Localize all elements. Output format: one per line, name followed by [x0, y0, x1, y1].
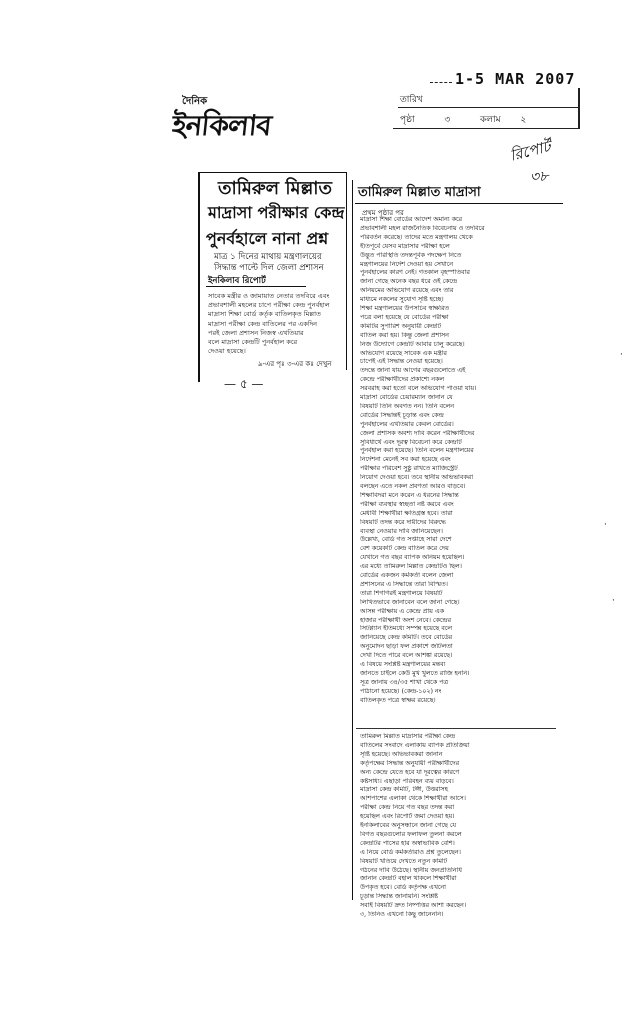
text-line: অভিযোগ রয়েছে সাবেক এক মন্ত্রীর [360, 349, 447, 357]
text-line: চূড়ান্ত সিদ্ধান্ত জানায়নি। সংশ্লিষ্ট [360, 893, 438, 901]
left-headline-line-2: মাদ্রাসা পরীক্ষার কেন্দ্র [208, 203, 345, 222]
text-line: মাদ্রাসা বোর্ডের চেয়ারম্যান জানান যে [360, 394, 453, 401]
handwritten-number: ৩৮ [530, 169, 549, 185]
text-line: প্রভাবশালী মহলের চাপে পরীক্ষা কেন্দ্র পুনর্বহাল [208, 301, 330, 310]
text-line: উদ্ভূত পরিস্থিতি তদন্তপূর্বক পদক্ষেপ নিতে [360, 251, 462, 259]
newspaper-name-prefix: দৈনিক [182, 96, 208, 107]
text-line: মাদ্রাসা পরীক্ষা কেন্দ্র বাতিলের পর একদিন [208, 319, 318, 328]
text-line: পরীক্ষার পরিবেশ সুষ্ঠু রাখতে ম্যাজিস্ট্রেট [360, 465, 458, 473]
text-line: সুবিধার্থে এবং দূরত্ব বিবেচনা করে কেন্দ্রটি [360, 438, 462, 446]
text-line: সাবেক মন্ত্রীর ও জামায়াত নেতার তদবিরে এবং [208, 292, 330, 300]
left-headline-line-1: তামিরুল মিল্লাত [218, 178, 333, 199]
text-line: যেখানে গত বছর ব্যাপক অনিয়ম হয়েছিল। [360, 554, 465, 562]
text-line: শিক্ষা মন্ত্রণালয়ের উপসচিব স্বাক্ষরিত [360, 305, 450, 312]
text-line: নিয়োগ দেওয়া হবে। তবে স্থানীয় অভিভাবকরা [360, 474, 474, 482]
text-line: দেখা দিতে পারে বলে আশঙ্কা রয়েছে। [360, 652, 453, 660]
stamp-page-number: ৩ [444, 115, 451, 125]
text-line: পরীক্ষা কেন্দ্র নিয়ে গত বছর তদন্ত করা [360, 804, 455, 812]
text-line: প্রশাসনের এ সিদ্ধান্তে তারা বিস্মিত। [360, 580, 448, 588]
stamp-right-border [578, 88, 580, 128]
text-line: মাধ্যমে নকলের সুযোগ সৃষ্টি হচ্ছে। [360, 296, 444, 304]
text-line: বিষয়টি খতিয়ে দেখতে নতুন কমিটি [360, 857, 448, 865]
text-line: হয়েছিল এবং রিপোর্ট জমা দেওয়া হয়। [360, 813, 455, 821]
stamp-column-label: কলাম [479, 115, 501, 125]
stamp-leader-line [430, 82, 452, 83]
text-line: ইনকিলাবের অনুসন্ধানে জানা গেছে যে [360, 822, 456, 829]
text-line: চাপেই এই সিদ্ধান্ত নেওয়া হয়েছে। [360, 358, 443, 366]
text-line: এ বিষয়ে সংশ্লিষ্ট মন্ত্রণালয়ের মন্তব্য [360, 661, 446, 668]
text-line: কেন্দ্রে পরীক্ষার্থীদের প্রকাশ্যে নকল [360, 376, 445, 384]
handwritten-note: রিপোর্ট [508, 137, 553, 165]
text-line: সৃষ্টি হয়েছে। অভিভাবকরা জানান [360, 750, 443, 758]
text-line: পরই জেলা প্রশাসন নিজস্ব এখতিয়ার [208, 328, 304, 337]
right-headline-rule [355, 203, 563, 204]
text-line: কষ্টসাধ্য। এছাড়া পরিবহন ব্যয় বাড়বে। [360, 777, 454, 785]
text-line: বাতিলকৃত পত্রে স্বাক্ষর রয়েছে। [360, 696, 436, 704]
text-line: এর মধ্যে তামিরুল মিল্লাত কেন্দ্রটিও ছিল। [360, 563, 462, 571]
text-line: কর্তৃপক্ষের সিদ্ধান্ত অনুযায়ী পরীক্ষার্থীদের [360, 759, 460, 767]
text-line: পরিবর্তন করেছে। তাদের মতে মন্ত্রণালয় থেকে [360, 233, 473, 241]
text-line: ব্যবস্থা নেওয়ার দাবি জানিয়েছেন। [360, 527, 443, 535]
text-line: আসন্ন পরীক্ষায় এ কেন্দ্রে প্রায় এক [360, 607, 445, 615]
text-line: সিটপ্ল্যান ইতিমধ্যে সম্পন্ন হয়েছে বলে [360, 625, 452, 633]
left-byline: ইনকিলাব রিপোর্ট [208, 276, 266, 286]
text-line: কমিটির সুপারিশ অনুযায়ী কেন্দ্রটি [360, 322, 442, 330]
stamp-column-number: ২ [520, 115, 527, 125]
margin-mark: · [612, 596, 615, 606]
text-line: জানতে চাইলে কেউ মুখ খুলতে রাজি হননি। [360, 669, 470, 677]
text-line: আশপাশের এলাকা থেকে শিক্ষার্থীরা আসে। [360, 795, 466, 803]
clipping-right-border [346, 172, 347, 370]
text-line: মাদ্রাসা শিক্ষা বোর্ড কর্তৃক বাতিলকৃত মিল্লাত [208, 310, 321, 319]
text-line: সবাই বিষয়টি দ্রুত নিষ্পত্তির আশা করছেন। [360, 902, 467, 910]
text-line: বলছেন এতে নকল প্রবণতা আরও বাড়বে। [360, 483, 466, 490]
text-line: উল্লেখ্য, বোর্ড গত সপ্তাহে সারা দেশে [360, 536, 452, 544]
text-line: পুনর্বহালের কারণ নেই। গতকাল বৃহস্পতিবার [360, 269, 470, 277]
text-line: উপকৃত হবে। বোর্ড কর্তৃপক্ষ এখনো [360, 884, 446, 892]
text-line: শিক্ষাবিদরা মনে করেন এ ধরনের সিদ্ধান্ত [360, 491, 459, 499]
right-byline: প্রথম পৃষ্ঠার পর [362, 209, 404, 217]
column-divider [352, 180, 353, 900]
stamp-bottom-border [393, 128, 580, 129]
text-line: এ নিয়ে বোর্ড কর্মকর্তারাও প্রশ্ন তুলেছেন। [360, 848, 461, 856]
text-line: জানা গেছে অনেক বছর ধরে ওই কেন্দ্রে [360, 278, 458, 286]
text-line: নিজ উদ্যোগে কেন্দ্রটি আবার চালু করেছে। [360, 340, 465, 348]
text-line: কেন্দ্রটির পাসের হার অস্বাভাবিক বেশি। [360, 839, 455, 847]
text-line: ইতিপূর্বে যেসব মাদ্রাসার পরীক্ষা হলে [360, 242, 450, 250]
margin-mark: · [604, 520, 607, 530]
text-line: গঠনের দাবি উঠেছে। স্থানীয় জনপ্রতিনিধি [360, 866, 462, 874]
clipping-left-border [198, 172, 200, 382]
text-line: জানিয়েছে কেন্দ্র কমিটি। তবে বোর্ডের [360, 634, 453, 642]
left-scribble-mark: — ৫ — [224, 377, 264, 391]
text-line: অনিয়মের অভিযোগ রয়েছে এবং তার [360, 287, 454, 295]
text-line: পাঠানো হয়েছে। (কেন্দ্র-১০২) নং [360, 687, 442, 695]
text-line: পত্রে বলা হয়েছে যে বোর্ডের পরীক্ষা [360, 313, 449, 321]
text-line: বাতিল করা হয়। কিন্তু জেলা প্রশাসন [360, 331, 449, 339]
paragraph-break-rule [356, 728, 556, 729]
margin-mark: · [620, 350, 623, 360]
text-line: মাদ্রাসা কেন্দ্র কমিটি, টঙ্গী, উত্তরাসহ [360, 786, 448, 794]
newspaper-masthead: ইনকিলাব [170, 109, 273, 142]
text-line: পুনর্বহালের এখতিয়ার কেবল বোর্ডের। [360, 420, 454, 428]
stamp-page-row [400, 112, 526, 127]
left-subheadline: মাত্র ১ দিনের মাথায় মন্ত্রণালয়ের সিদ্ধান্ত পাল্টে দিল জেলা প্রশাসন [214, 252, 324, 273]
stamp-page-label: পৃষ্ঠা [400, 115, 415, 125]
text-line: তামিরুল মিল্লাত মাদ্রাসার পরীক্ষা কেন্দ্র [360, 733, 456, 740]
text-line: তারা শিগগিরই মন্ত্রণালয়ে বিষয়টি [360, 589, 443, 597]
stamp-date-label: তারিখ [400, 95, 423, 105]
text-line: লিখিতভাবে জানাবেন বলে জানা গেছে। [360, 598, 460, 606]
text-line: জানান কেন্দ্রটি বহাল থাকলে শিক্ষার্থীরা [360, 875, 457, 883]
text-line: অন্য কেন্দ্রে যেতে হবে যা দূরত্বের কারণে [360, 768, 460, 776]
stamp-date: 1-5 MAR 2007 [455, 70, 576, 88]
text-line: ৩, তিনিও এখনো কিছু জানেননি। [360, 911, 444, 918]
text-line: সরবরাহ করা হতো বলে অভিযোগ পাওয়া যায়। [360, 385, 477, 393]
text-line: মাদ্রাসা শিক্ষা বোর্ডের আদেশ অমান্য করে [360, 216, 462, 223]
text-line: প্রভাবশালী মহল রাজনৈতিক বিবেচনায় ও তদবিরে [360, 224, 485, 232]
text-line: বলে মাদ্রাসা কেন্দ্রটি পুনর্বহাল করে [208, 338, 298, 346]
right-headline: তামিরুল মিল্লাত মাদ্রাসা [358, 185, 481, 200]
stamp-divider [398, 107, 578, 108]
text-line: বেশ কয়েকটি কেন্দ্র বাতিল করে দেয় [360, 545, 449, 553]
text-line: অনুমোদন ছাড়া ফল প্রকাশে জটিলতা [360, 643, 453, 651]
text-line: বাতিলের সংবাদে এলাকায় ব্যাপক প্রতিক্রিয়া [360, 741, 470, 749]
text-line: সূত্র জানায় ৩৪/৩৫ শাখা থেকে পত্র [360, 678, 449, 686]
text-line: নির্দেশনা মেনেই সব করা হয়েছে এবং [360, 456, 451, 464]
text-line: বিষয়টি তদন্ত করে দায়ীদের বিরুদ্ধে [360, 518, 446, 526]
text-line: পুনর্বহাল করা হয়েছে। তিনি বলেন মন্ত্রণালয়ের [360, 447, 474, 455]
left-headline-line-3: পুনর্বহালে নানা প্রশ্ন [206, 229, 329, 248]
text-line: বিষয়টি তিনি অবগত নন। তিনি বলেন [360, 402, 454, 410]
text-line: মেধাবী শিক্ষার্থীরা ক্ষতিগ্রস্ত হবে। তারা [360, 509, 453, 517]
text-line: পরীক্ষা ব্যবস্থার স্বচ্ছতা নষ্ট করবে এবং [360, 500, 454, 508]
left-byline-rule [206, 286, 306, 287]
text-line: হাজার পরীক্ষার্থী অংশ নেবে। কেন্দ্রের [360, 616, 451, 624]
text-line: বোর্ডের একজন কর্মকর্তা বলেন জেলা [360, 572, 454, 579]
text-line: দেওয়া হয়েছে। [208, 347, 246, 356]
text-line: বিগত বছরগুলোর ফলাফল তুলনা করলে [360, 830, 462, 838]
text-line: বোর্ডের সিদ্ধান্তই চূড়ান্ত এবং কেন্দ্র [360, 411, 444, 419]
clipping-top-border [198, 172, 346, 173]
text-line: তদন্তে জানা যায় আগের বছরগুলোতে এই [360, 367, 466, 375]
text-line: জেলা প্রশাসক অবশ্য দাবি করেন পরীক্ষার্থীদের [360, 429, 475, 437]
continued-reference: ৯-এর পৃঃ ৩-এর কঃ দেখুন [258, 360, 332, 368]
text-line: মন্ত্রণালয়ের নির্দেশ দেওয়া হয় সেখানে [360, 260, 454, 268]
